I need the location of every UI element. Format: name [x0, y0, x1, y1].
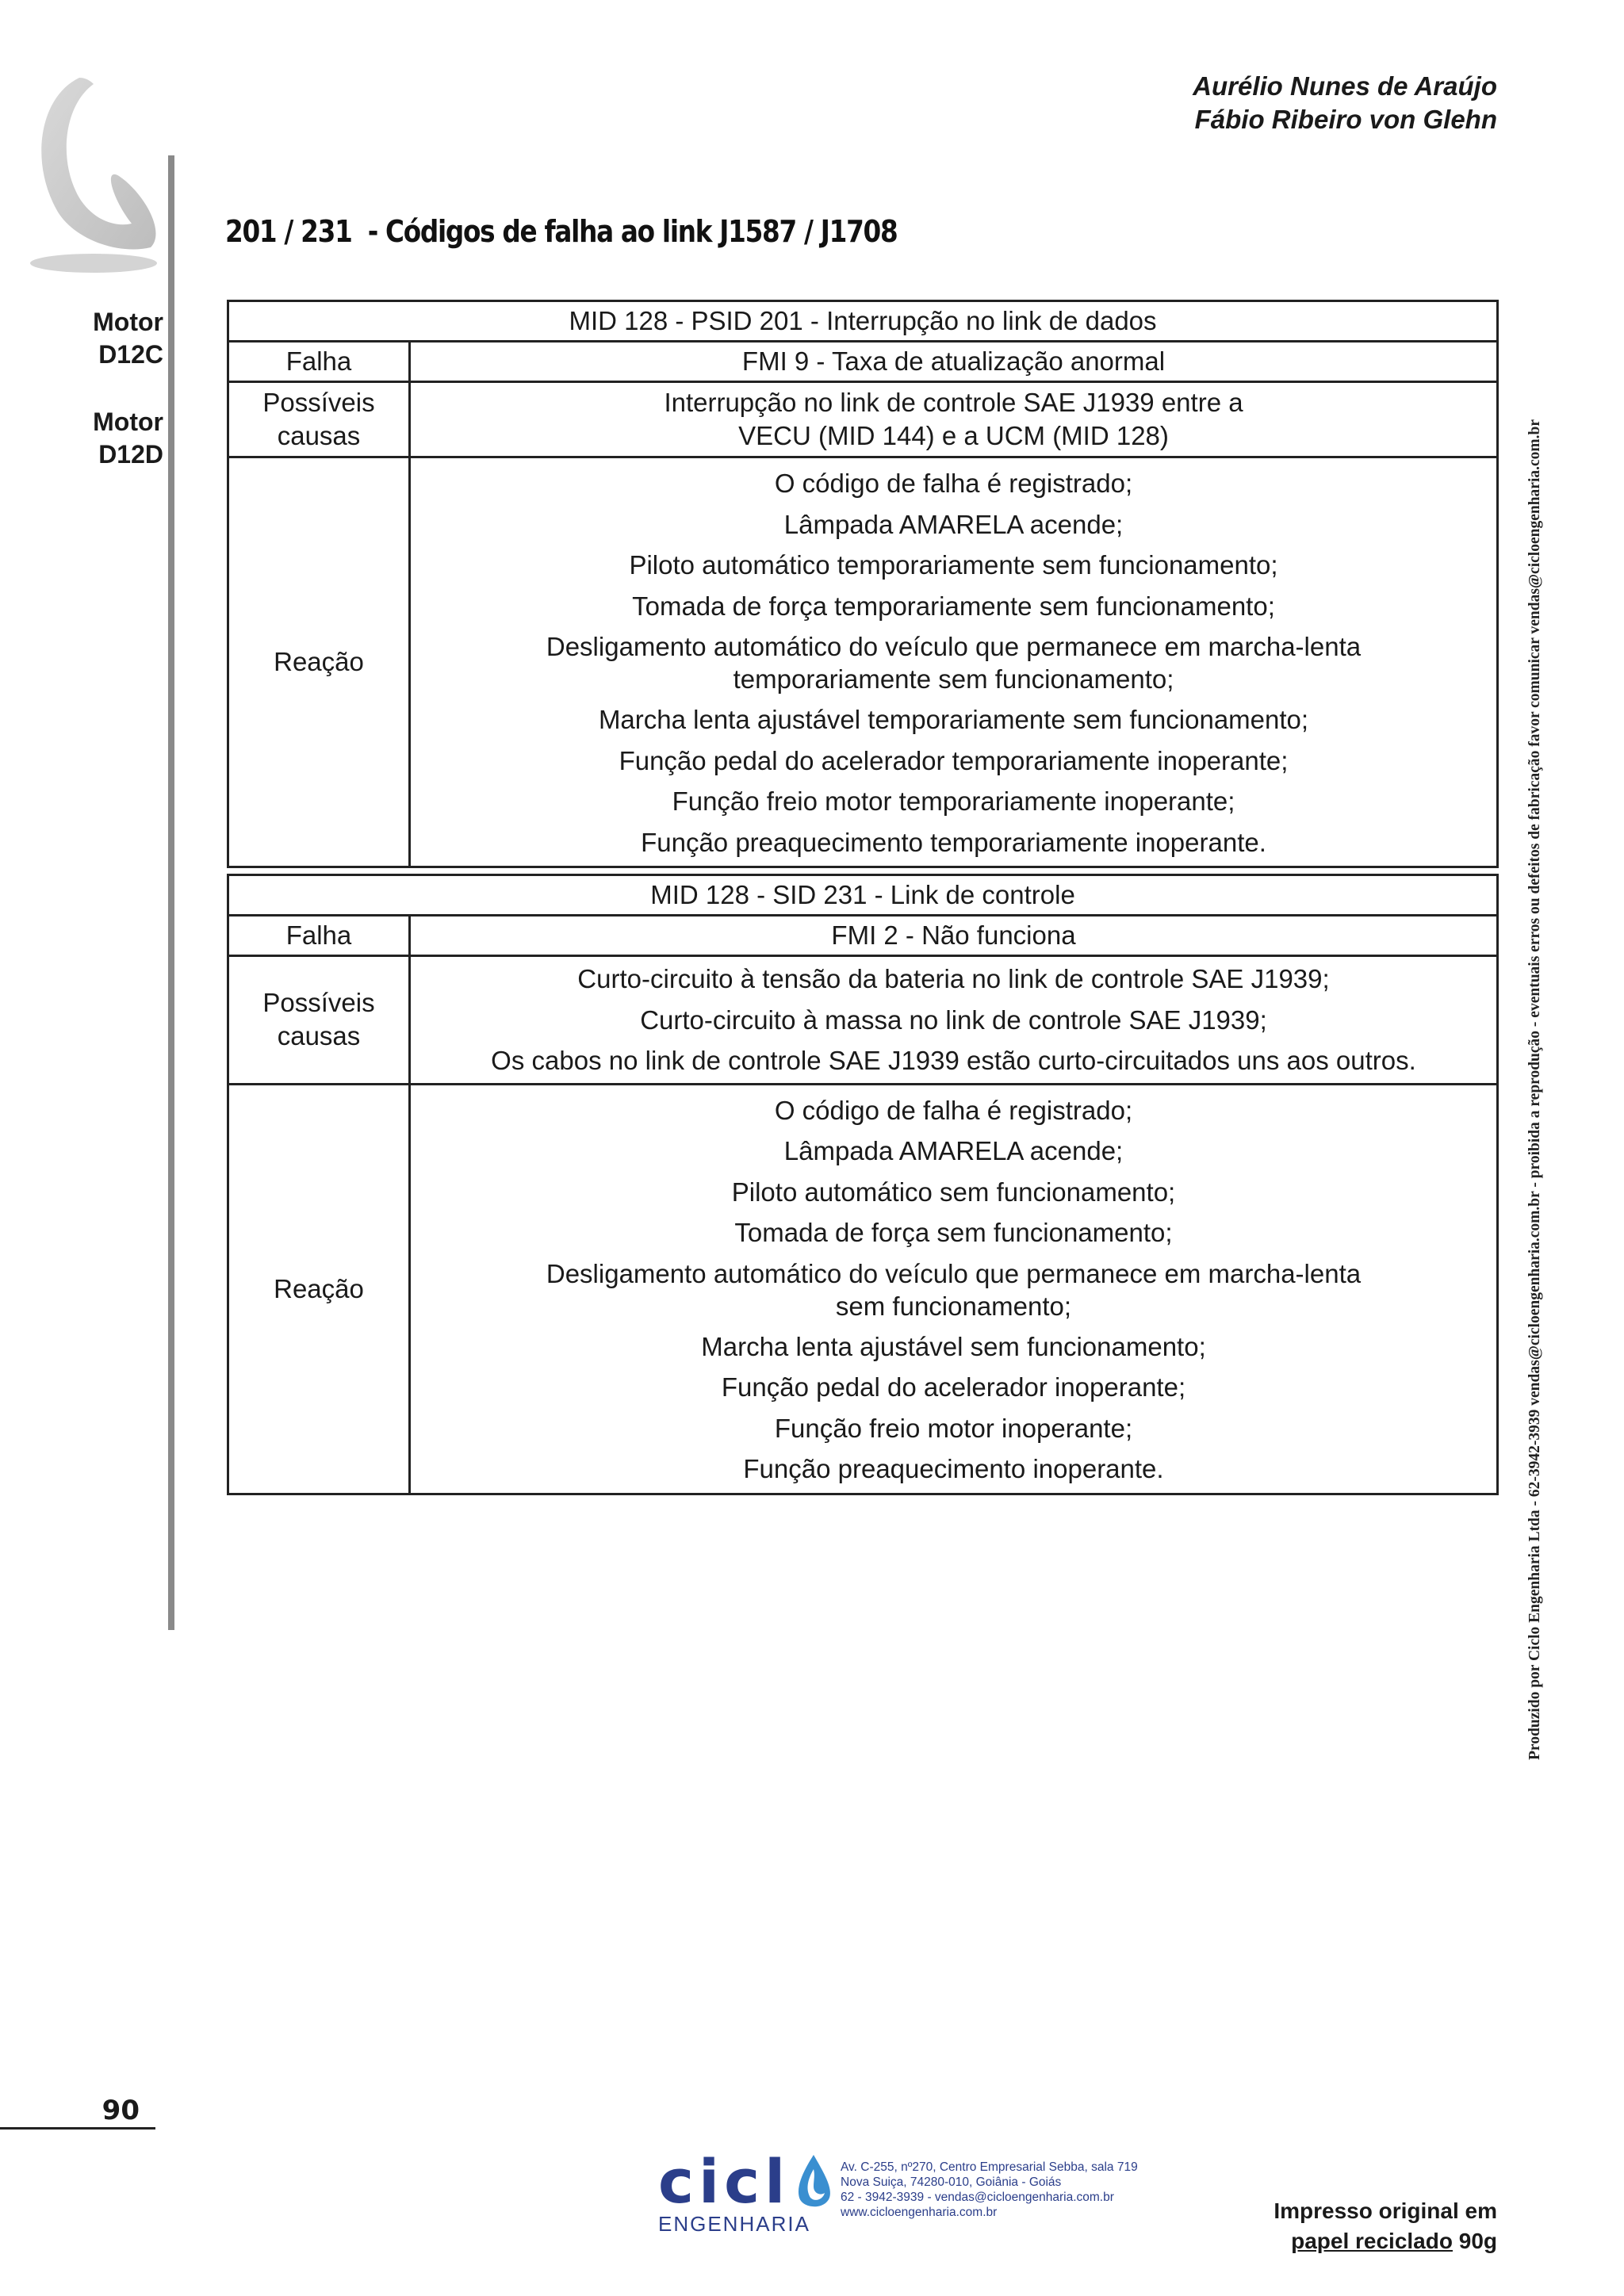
printed-suffix: 90g: [1452, 2229, 1497, 2253]
list-item-line: Os cabos no link de controle SAE J1939 estão curto-circuitados uns aos outros.: [491, 1046, 1416, 1075]
page-number: 90: [0, 2095, 155, 2130]
list-item: [411, 1367, 1496, 1408]
list-item-line: Função freio motor temporariamente inoperante;: [672, 786, 1235, 816]
list-item-line: Marcha lenta ajustável temporariamente sem funcionamento;: [598, 705, 1309, 734]
section-title: 201 / 231 - Códigos de falha ao link J1587 / J1708: [225, 214, 898, 249]
engine-label-d12c: Motor D12C: [93, 308, 163, 369]
list-item: [411, 1040, 1496, 1081]
vertical-copyright-notice: Produzido por Ciclo Engenharia Ltda - 62-3942-3939 vendas@cicloengenharia.com.br - proibida a reprodução - eventuais erros ou defeitos de fabricação favor comunicar vendas@cicloengenharia.com.br: [1526, 419, 1543, 1760]
list-item-line: Curto-circuito à tensão da bateria no link de controle SAE J1939;: [577, 964, 1330, 993]
list-item: [411, 1408, 1496, 1449]
ciclo-logo-subtitle: ENGENHARIA: [658, 2212, 810, 2236]
list-item-line: Desligamento automático do veículo que permanece em marcha-lenta: [546, 1258, 1362, 1288]
list-item-line: temporariamente sem funcionamento;: [733, 664, 1174, 694]
falha-label: Falha: [228, 916, 410, 956]
vertical-divider-bar: [168, 155, 174, 1630]
reacao-label: Reação: [228, 1084, 410, 1494]
company-address: Av. C-255, nº270, Centro Empresarial Sebba, sala 719 Nova Suiça, 74280-010, Goiânia - Goiás 62 - 3942-3939 - vendas@cicloengenharia.com.br www.cicloengenharia.com.br: [841, 2160, 1138, 2219]
list-item: [411, 822, 1496, 863]
list-item: [411, 586, 1496, 627]
engine-labels: [32, 306, 163, 506]
author-1: Aurélio Nunes de Araújo: [1193, 71, 1497, 101]
list-item-line: sem funcionamento;: [835, 1291, 1072, 1321]
list-item-line: Função pedal do acelerador inoperante;: [721, 1372, 1186, 1402]
table-header: MID 128 - PSID 201 - Interrupção no link de dados: [228, 301, 1498, 342]
list-item-line: Função pedal do acelerador temporariamente inoperante;: [619, 745, 1289, 775]
list-item-line: Lâmpada AMARELA acende;: [783, 509, 1124, 539]
list-item: [411, 959, 1496, 1000]
list-item: [411, 781, 1496, 822]
list-item-line: Curto-circuito à massa no link de controle SAE J1939;: [640, 1004, 1267, 1035]
falha-label: Falha: [228, 342, 410, 382]
reacao-list: [410, 457, 1498, 867]
ciclo-logo-drop-icon: [793, 2152, 834, 2215]
causas-label: Possíveis causas: [228, 382, 410, 457]
list-item: [411, 1000, 1496, 1041]
table-header: MID 128 - SID 231 - Link de controle: [228, 875, 1498, 916]
printed-note: Impresso original em papel reciclado 90g: [1274, 2198, 1497, 2253]
list-item-line: Marcha lenta ajustável sem funcionamento;: [701, 1331, 1206, 1361]
fault-table-sid-231: [227, 874, 1499, 1495]
list-item: [411, 1131, 1496, 1172]
list-item-line: Piloto automático temporariamente sem funcionamento;: [629, 550, 1278, 580]
causas-list: [410, 956, 1498, 1085]
list-item: [411, 1448, 1496, 1490]
list-item: [411, 1212, 1496, 1253]
author-2: Fábio Ribeiro von Glehn: [1194, 105, 1497, 134]
causas-label: Possíveis causas: [228, 956, 410, 1085]
list-item: [411, 699, 1496, 740]
list-item-line: Piloto automático sem funcionamento;: [731, 1177, 1176, 1207]
falha-value: FMI 9 - Taxa de atualização anormal: [410, 342, 1498, 382]
list-item: [411, 545, 1496, 586]
list-item-line: Tomada de força temporariamente sem funcionamento;: [632, 591, 1275, 621]
engine-label-d12d: Motor D12D: [93, 408, 163, 469]
list-item: [411, 463, 1496, 504]
list-item-line: Desligamento automático do veículo que permanece em marcha-lenta: [546, 632, 1362, 661]
list-item: [411, 740, 1496, 782]
falha-value: FMI 2 - Não funciona: [410, 916, 1498, 956]
authors: [1193, 70, 1497, 136]
decorative-swoosh-logo: [24, 73, 163, 277]
list-item: [411, 1172, 1496, 1213]
causas-value: Interrupção no link de controle SAE J1939 entre a VECU (MID 144) e a UCM (MID 128): [410, 382, 1498, 457]
list-item-line: Função preaquecimento inoperante.: [743, 1454, 1164, 1483]
list-item: [411, 1090, 1496, 1131]
list-item-line: O código de falha é registrado;: [774, 469, 1133, 498]
list-item: [411, 504, 1496, 545]
list-item: [411, 1326, 1496, 1368]
reacao-label: Reação: [228, 457, 410, 867]
list-item-line: Função freio motor inoperante;: [774, 1413, 1133, 1443]
list-item-line: O código de falha é registrado;: [774, 1095, 1133, 1125]
list-item: [411, 626, 1496, 699]
ciclo-logo-word: cicl: [658, 2146, 791, 2217]
list-item-line: Lâmpada AMARELA acende;: [783, 1136, 1124, 1165]
list-item-line: Função preaquecimento temporariamente inoperante.: [641, 827, 1266, 857]
fault-table-psid-201: [227, 300, 1499, 868]
list-item-line: Tomada de força sem funcionamento;: [734, 1218, 1173, 1247]
list-item: [411, 1253, 1496, 1326]
printed-underlined: papel reciclado: [1291, 2229, 1453, 2253]
reacao-list: [410, 1084, 1498, 1494]
